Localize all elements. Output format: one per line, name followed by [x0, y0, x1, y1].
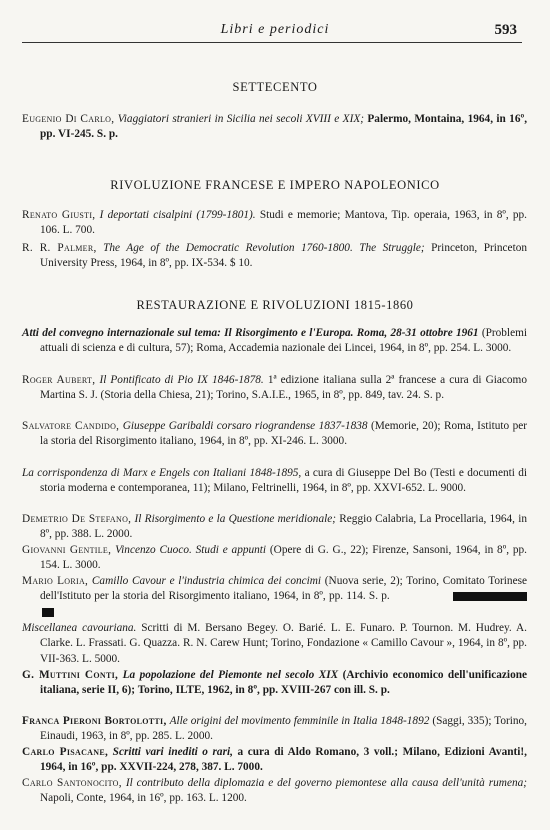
entry-author: Renato Giusti, [22, 209, 96, 221]
entry-publication: Princeton, Princeton University Press, 1964, in 8º, pp. IX-534. $ 10. [40, 242, 528, 270]
entry-publication: a cura di Aldo Romano, 3 voll.; Milano, Edizioni Avanti!, 1964, in 16º, pp. XXVII-224, 278, 387. L. 7000. [40, 746, 527, 774]
entry-candido [22, 419, 527, 450]
entry-publication: a cura di Giuseppe Del Bo (Testi e documenti di storia moderna e contemporanea, 11); Milano, Feltrinelli, 1964, in 8º, pp. XXVI-652. L. 9000. [40, 467, 528, 495]
entry-giusti [22, 208, 527, 239]
entry-publication: (Memorie, 20); Roma, Istituto per la storia del Risorgimento italiano, 1964, in 8º, pp. XI-246. L. 3000. [40, 420, 528, 448]
entry-santonocito [22, 776, 527, 807]
entry-publication: (Archivio economico dell'unificazione italiana, serie II, 6); Torino, ILTE, 1962, in 8º, pp. XVIII-267 con ill. S. p. [40, 669, 528, 697]
entry-marx-engels [22, 466, 527, 497]
running-title: Libri e periodici [220, 22, 330, 37]
entry-pisacane [22, 745, 527, 776]
ink-smudge [453, 592, 527, 601]
entry-author: Carlo Santonocito, [22, 777, 122, 789]
entry-title: I deportati cisalpini (1799-1801). [99, 209, 256, 221]
entry-title: Viaggiatori stranieri in Sicilia nei secoli XVIII e XIX; [117, 113, 365, 125]
entry-title: La corrispondenza di Marx e Engels con Italiani 1848-1895, [22, 467, 302, 479]
entry-title: Camillo Cavour e l'industria chimica dei concimi [91, 575, 322, 587]
entry-title: Il contributo della diplomazia e del governo piemontese alla causa dell'unità rumena; [125, 777, 528, 789]
entry-author: Carlo Pisacane, [22, 746, 109, 758]
entry-publication: Reggio Calabria, La Procellaria, 1964, in 8º, pp. 388. L. 2000. [40, 513, 527, 541]
page-number: 593 [494, 22, 517, 38]
entry-title: Il Pontificato di Pio IX 1846-1878. [99, 374, 264, 386]
section-heading-settecento: SETTECENTO [232, 80, 318, 94]
entry-loria [22, 574, 527, 620]
entry-palmer [22, 241, 527, 272]
entry-title: Miscellanea cavouriana. [22, 622, 137, 634]
entry-title: Scritti vari inediti o rari, [112, 746, 233, 758]
entry-author: Roger Aubert, [22, 374, 96, 386]
entry-de-stefano [22, 512, 527, 543]
entry-title: La popolazione del Piemonte nel secolo XIX [122, 669, 339, 681]
entry-gentile [22, 543, 527, 574]
entry-author: Salvatore Candido, [22, 420, 120, 432]
entry-pieroni-bortolotti [22, 714, 527, 745]
entry-title: Giuseppe Garibaldi corsaro riograndense 1837-1838 [122, 420, 368, 432]
entry-publication: (Nuova serie, 2); Torino, Comitato Torinese dell'Istituto per la storia del Risorgimento italiano, 1964, in 8º, pp. 114. S. p. [40, 575, 528, 603]
entry-publication: Palermo, Montaina, 1964, in 16º, pp. VI-245. S. p. [40, 113, 528, 141]
entry-title: The Age of the Democratic Revolution 1760-1800. The Struggle; [103, 242, 425, 254]
entry-author: Demetrio De Stefano, [22, 513, 132, 525]
entry-di-carlo [22, 112, 527, 143]
header-rule [22, 42, 522, 43]
entry-author: Mario Loria, [22, 575, 89, 587]
running-header [0, 22, 550, 42]
entry-miscellanea [22, 621, 527, 667]
entry-publication: (Saggi, 335); Torino, Einaudi, 1963, in 8º, pp. 285. L. 2000. [40, 715, 528, 743]
entry-author: Giovanni Gentile, [22, 544, 112, 556]
entry-publication: Scritti di M. Bersano Begey. O. Barié. L. E. Funaro. P. Tournon. M. Hudrey. A. Clarke. L. Frassati. G. Quazza. R. N. Carew Hunt; Torino, Fondazione « Camillo Cavour », 1964, in 8º, pp. VII-363. L. 5000. [40, 622, 527, 665]
section-heading-rivoluzione: RIVOLUZIONE FRANCESE E IMPERO NAPOLEONICO [110, 178, 440, 192]
entry-title: Il Risorgimento e la Questione meridionale; [134, 513, 337, 525]
entry-atti-convegno [22, 326, 527, 357]
entry-author: Eugenio Di Carlo, [22, 113, 115, 125]
entry-title: Atti del convegno internazionale sul tema: Il Risorgimento e l'Europa. Roma, 28-31 ottobre 1961 [22, 327, 479, 339]
entry-aubert [22, 373, 527, 404]
entry-publication: 1ª edizione italiana sulla 2ª francese a cura di Giacomo Martina S. J. (Storia della Chiesa, 21); Torino, S.A.I.E., 1965, in 8º, pp. 849, tav. 24. S. p. [40, 374, 527, 402]
section-heading-restaurazione: RESTAURAZIONE E RIVOLUZIONI 1815-1860 [136, 298, 414, 312]
entry-title: Alle origini del movimento femminile in Italia 1848-1892 [169, 715, 430, 727]
ink-smudge [42, 608, 54, 617]
entry-author: Franca Pieroni Bortolotti, [22, 715, 167, 727]
entry-publication: (Opere di G. G., 22); Firenze, Sansoni, 1964, in 8º, pp. 154. L. 3000. [40, 544, 527, 572]
entry-publication: Napoli, Conte, 1964, in 16º, pp. 163. L. 1200. [40, 792, 247, 805]
entry-author: G. Muttini Conti, [22, 669, 119, 681]
entry-title: Vincenzo Cuoco. Studi e appunti [115, 544, 267, 556]
entry-author: R. R. Palmer, [22, 242, 97, 254]
entry-publication: Studi e memorie; Mantova, Tip. operaia, 1963, in 8º, pp. 106. L. 700. [40, 209, 528, 237]
entry-muttini-conti [22, 668, 527, 699]
entry-publication: (Problemi attuali di scienza e di cultura, 57); Roma, Accademia nazionale dei Lincei, 1964, in 8º, pp. 254. L. 3000. [40, 327, 528, 355]
